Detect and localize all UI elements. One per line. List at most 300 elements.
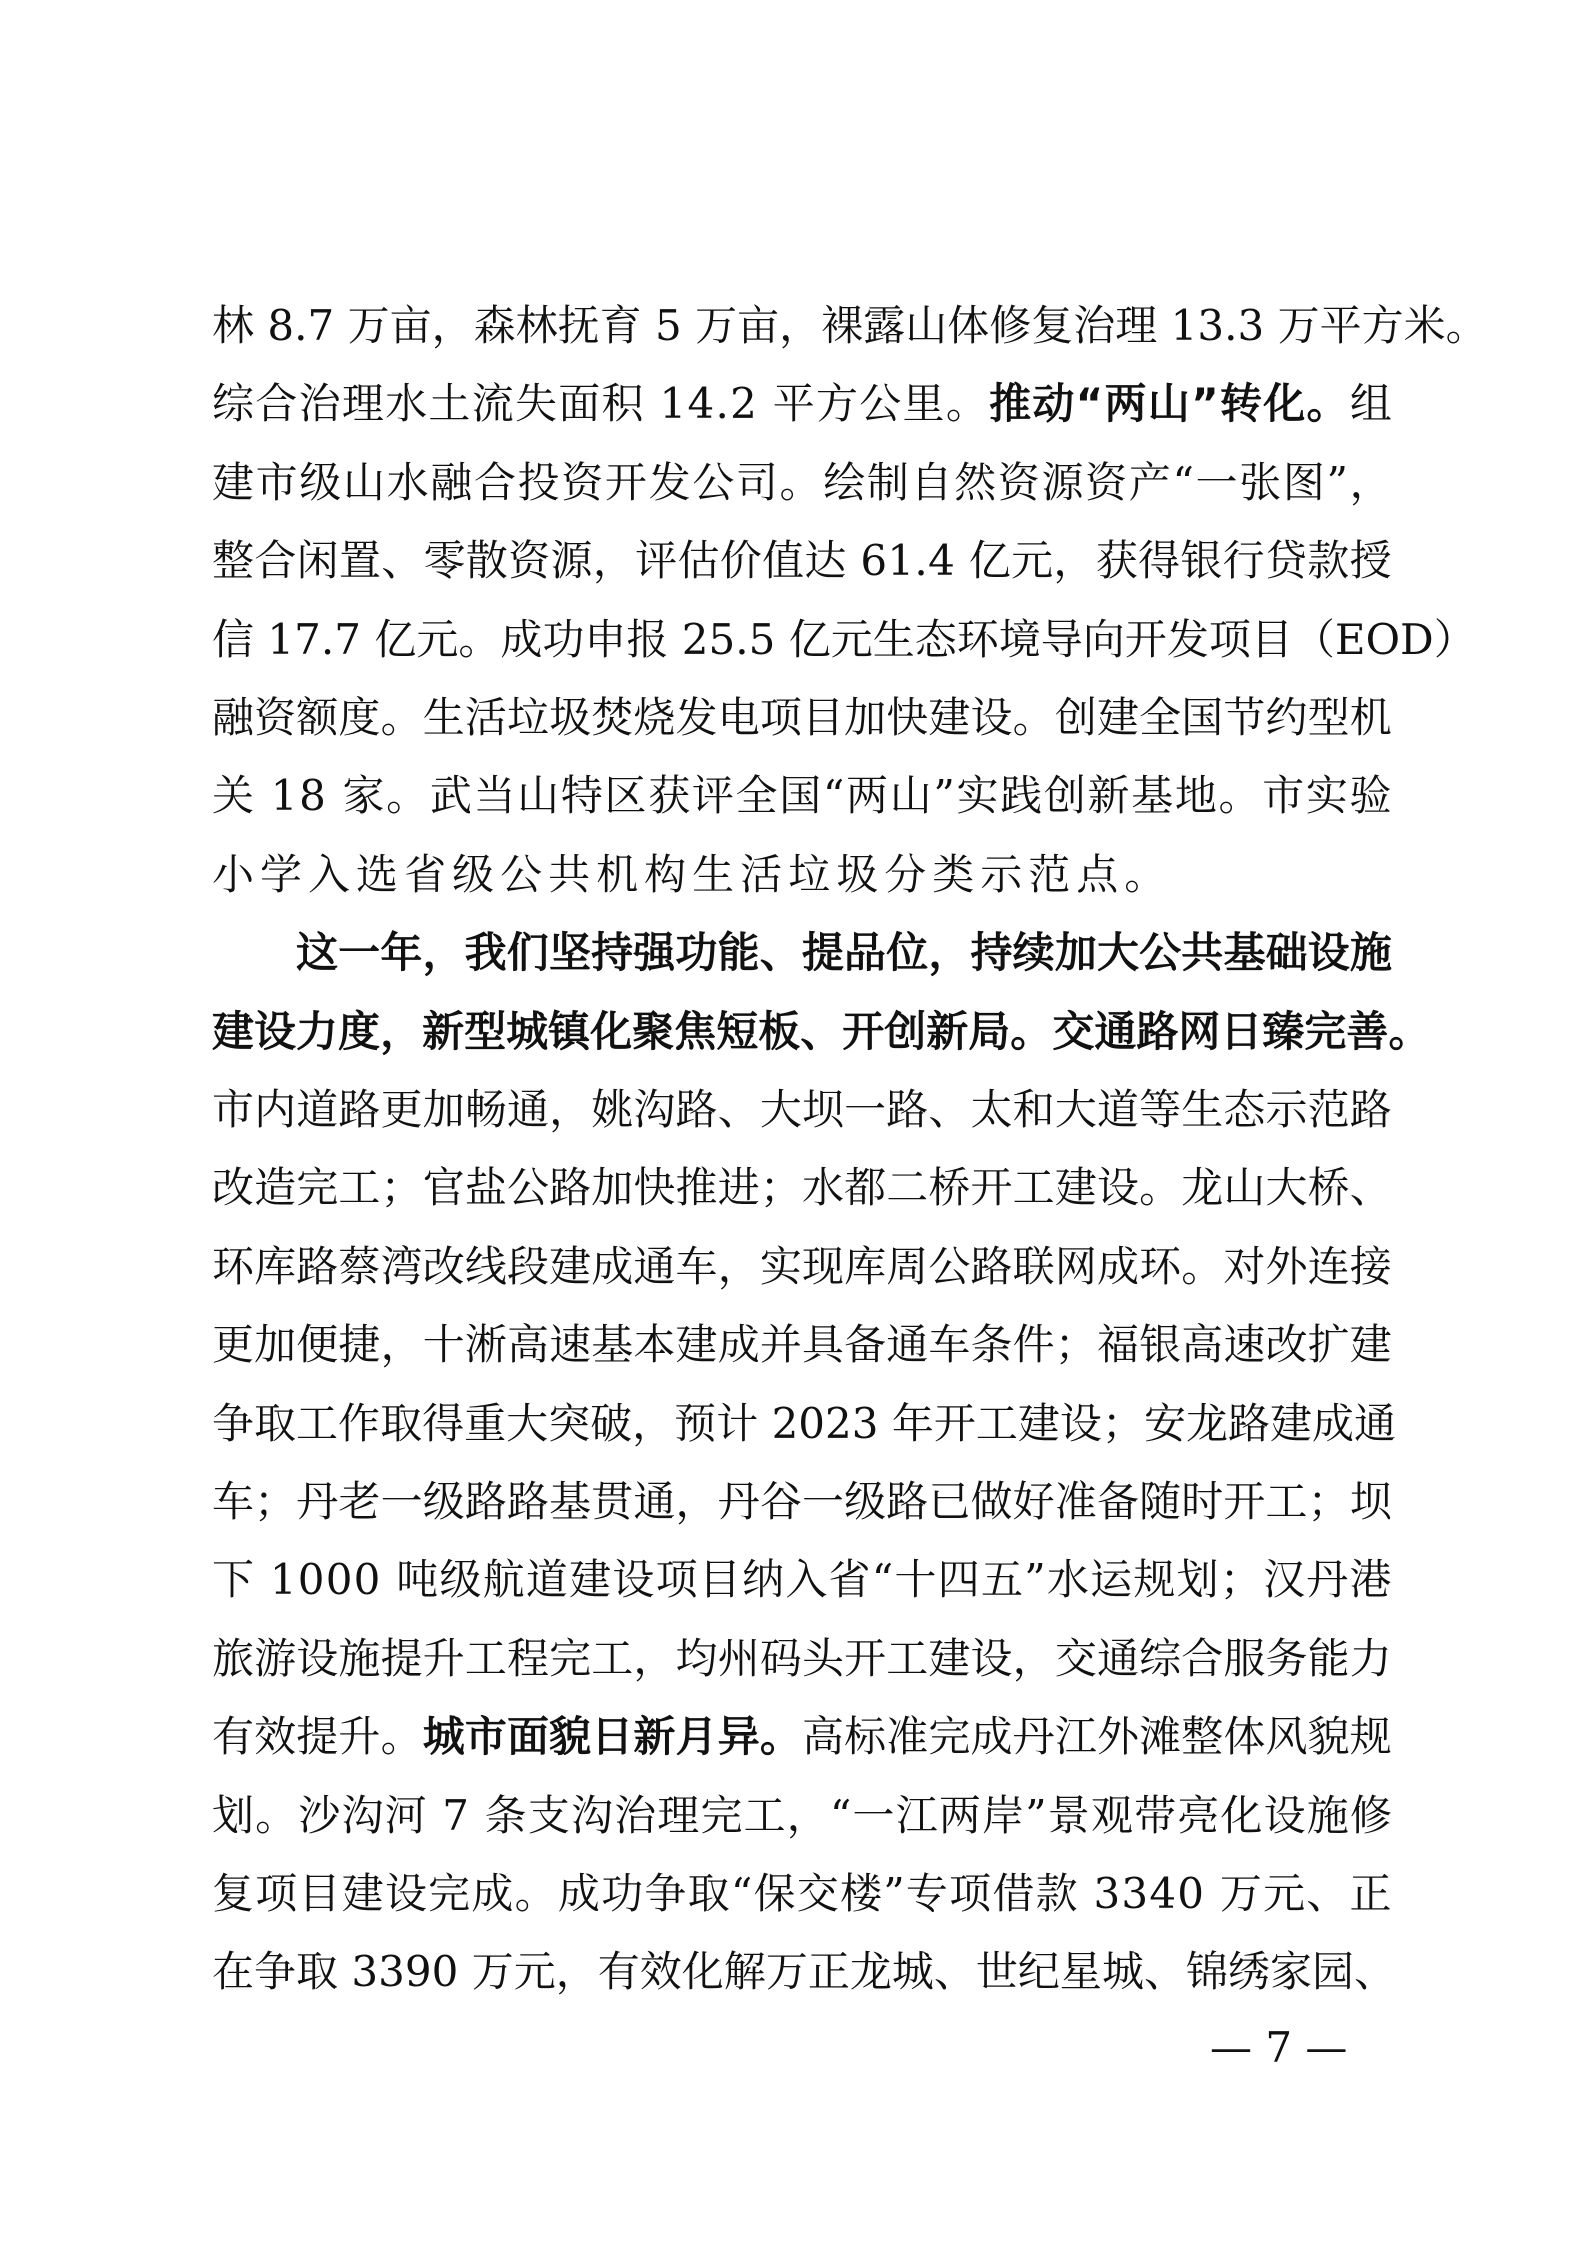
- text-line: [212, 1472, 1392, 1532]
- text-segment: 、: [933, 1947, 976, 1997]
- text-segment: 省: [404, 849, 453, 899]
- text-segment: 吨: [396, 1555, 439, 1605]
- text-segment: 0: [798, 1398, 826, 1448]
- text-segment: 特: [560, 771, 603, 821]
- text-segment: 基: [1131, 771, 1174, 821]
- text-segment: [361, 610, 374, 670]
- text-segment: 路: [1227, 1398, 1270, 1448]
- text-segment: [879, 1394, 892, 1454]
- text-segment: 8: [299, 771, 326, 821]
- text-segment: 绣: [1227, 1947, 1270, 1997]
- text-segment: .: [320, 614, 335, 664]
- text-segment: 设: [1096, 1163, 1139, 1213]
- text-segment: 。: [1012, 693, 1055, 742]
- text-segment: 取: [380, 1398, 423, 1448]
- text-segment: 款: [1035, 1869, 1078, 1918]
- text-segment: 路: [970, 1241, 1013, 1291]
- bold-text-segment: 持: [591, 928, 634, 978]
- text-segment: 成: [1096, 1241, 1139, 1291]
- text-segment: 规: [1349, 1712, 1392, 1762]
- text-segment: 达: [804, 536, 847, 586]
- text-segment: 江: [895, 1790, 938, 1840]
- text-segment: 建: [928, 1633, 971, 1683]
- text-segment: 山: [342, 457, 385, 507]
- text-segment: 成: [717, 1320, 760, 1370]
- text-segment: 正: [1349, 1869, 1392, 1918]
- text-segment: 合: [1181, 1633, 1224, 1683]
- text-segment: 外: [1265, 1241, 1308, 1291]
- bold-text-segment: 城: [422, 1712, 465, 1762]
- text-segment: 3: [851, 1398, 879, 1448]
- text-segment: 级: [844, 1477, 887, 1526]
- text-segment: 更: [380, 1085, 423, 1134]
- text-segment: 突: [548, 1398, 591, 1448]
- text-segment: 制: [866, 457, 909, 507]
- text-segment: 5: [655, 301, 682, 350]
- text-segment: 路: [549, 1163, 592, 1213]
- text-segment: 然: [954, 457, 997, 507]
- bold-text-segment: 。: [1388, 1006, 1431, 1056]
- text-segment: 一: [380, 1477, 423, 1526]
- text-segment: 高: [506, 1320, 549, 1370]
- text-segment: 、: [1306, 1869, 1349, 1918]
- text-segment: 头: [801, 1633, 844, 1683]
- text-segment: 市: [212, 1085, 255, 1134]
- text-segment: 速: [1223, 1320, 1266, 1370]
- text-segment: 成: [557, 1869, 600, 1918]
- text-segment: 旅: [212, 1633, 255, 1683]
- text-segment: 投: [517, 457, 560, 507]
- page-number: — 7 —: [1210, 2023, 1348, 2072]
- text-segment: 创: [1054, 693, 1097, 742]
- text-segment: ，: [779, 301, 822, 350]
- text-segment: 路: [675, 1085, 718, 1134]
- text-segment: 类: [932, 849, 981, 899]
- text-segment: 约: [1265, 693, 1308, 742]
- text-segment: 环: [956, 614, 999, 664]
- text-segment: 3: [1197, 301, 1225, 350]
- text-segment: 高: [1181, 1320, 1224, 1370]
- text-segment: 理: [341, 379, 384, 429]
- text-segment: 3: [378, 1947, 405, 1997]
- text-segment: 服: [1223, 1633, 1266, 1683]
- text-segment: 观: [1090, 1790, 1133, 1840]
- text-segment: 公: [928, 1241, 971, 1291]
- text-segment: 开: [604, 457, 647, 507]
- text-segment: 条: [484, 1790, 527, 1840]
- text-segment: 成: [1312, 1398, 1355, 1448]
- text-segment: 本: [633, 1320, 676, 1370]
- text-segment: 万: [1277, 301, 1320, 350]
- text-segment: 桥: [1307, 1163, 1350, 1213]
- text-segment: 产: [1128, 457, 1171, 507]
- text-segment: 争: [644, 1869, 687, 1918]
- text-segment: .: [1224, 301, 1238, 350]
- bold-text-segment: 板: [758, 1006, 801, 1056]
- text-segment: 路: [296, 1241, 339, 1291]
- text-segment: 复: [1031, 301, 1074, 350]
- text-segment: 施: [338, 1633, 381, 1683]
- text-segment: 重: [464, 1398, 507, 1448]
- bold-text-segment: 设: [1307, 928, 1350, 978]
- text-segment: 有: [212, 1712, 255, 1762]
- text-segment: 湾: [380, 1241, 423, 1291]
- bold-text-segment: 加: [1054, 928, 1097, 978]
- text-segment: 备: [844, 1320, 887, 1370]
- text-segment: 解: [723, 1947, 766, 1997]
- bold-text-segment: 。: [1306, 379, 1349, 429]
- text-segment: 示: [980, 849, 1029, 899]
- text-segment: [428, 1786, 441, 1846]
- text-segment: 建: [1054, 1163, 1097, 1213]
- text-segment: 方: [815, 379, 858, 429]
- text-segment: 活: [740, 849, 789, 899]
- text-segment: 0: [325, 1555, 353, 1605]
- text-segment: 交: [1054, 1633, 1097, 1683]
- text-segment: 态: [914, 614, 957, 664]
- text-segment: 报: [626, 614, 669, 664]
- text-segment: [955, 531, 968, 591]
- text-segment: 0: [353, 1555, 381, 1605]
- text-segment: 外: [1096, 1712, 1139, 1762]
- text-segment: ；: [1054, 1320, 1097, 1370]
- text-segment: 流: [471, 379, 514, 429]
- text-segment: 貌: [1307, 1712, 1350, 1762]
- text-segment: 取: [687, 1869, 730, 1918]
- bold-text-segment: 度: [338, 1006, 381, 1056]
- text-segment: 锦: [1185, 1947, 1228, 1997]
- text-segment: D: [1400, 614, 1434, 664]
- bold-text-segment: 动: [1032, 379, 1075, 429]
- text-segment: 完: [296, 1163, 339, 1213]
- text-line: [212, 610, 1476, 670]
- text-segment: 争: [254, 1947, 297, 1997]
- text-segment: [758, 1394, 771, 1454]
- text-segment: 电: [717, 693, 760, 742]
- text-segment: 路: [464, 1477, 507, 1526]
- text-segment: 划: [1176, 1555, 1219, 1605]
- text-segment: 全: [735, 771, 778, 821]
- bold-text-segment: 。: [759, 1712, 802, 1762]
- text-segment: ；: [380, 1163, 423, 1213]
- text-segment: 完: [700, 1790, 743, 1840]
- text-segment: 两: [938, 1790, 981, 1840]
- bold-text-segment: 型: [464, 1006, 507, 1056]
- text-segment: 0: [297, 1555, 325, 1605]
- text-segment: “: [829, 1790, 852, 1840]
- bold-text-segment: 持: [970, 928, 1013, 978]
- text-segment: ，: [786, 1790, 829, 1840]
- bold-text-segment: 局: [968, 1006, 1011, 1056]
- text-segment: 安: [1143, 1398, 1186, 1448]
- text-segment: 银: [1180, 536, 1223, 586]
- bold-text-segment: 焦: [674, 1006, 717, 1056]
- text-segment: 能: [1307, 1633, 1350, 1683]
- text-segment: 焚: [591, 693, 634, 742]
- text-segment: 。: [1445, 301, 1488, 350]
- text-segment: 林: [515, 301, 558, 350]
- text-segment: 里: [902, 379, 945, 429]
- text-segment: 水: [386, 457, 429, 507]
- text-segment: 资: [997, 457, 1040, 507]
- text-segment: 面: [558, 379, 601, 429]
- text-segment: 项: [759, 693, 802, 742]
- text-segment: 综: [1139, 1633, 1182, 1683]
- text-segment: 自: [910, 457, 953, 507]
- bold-text-segment: 公: [1139, 928, 1182, 978]
- text-segment: 小: [212, 849, 261, 899]
- text-segment: 整: [212, 536, 255, 586]
- text-segment: 完: [928, 1712, 971, 1762]
- text-segment: .: [294, 301, 308, 350]
- text-segment: 组: [1349, 379, 1392, 429]
- text-segment: 沟: [570, 1790, 613, 1840]
- text-segment: 实: [956, 771, 999, 821]
- text-segment: .: [914, 536, 928, 586]
- text-segment: 。: [1181, 1241, 1224, 1291]
- text-line: [212, 453, 1392, 513]
- text-segment: 亿: [788, 614, 831, 664]
- text-segment: 1: [270, 771, 298, 821]
- text-segment: 港: [1349, 1555, 1392, 1605]
- text-segment: 大: [506, 1398, 549, 1448]
- text-segment: 星: [1059, 1947, 1102, 1997]
- text-segment: 通: [1354, 1398, 1397, 1448]
- text-segment: 大: [759, 1085, 802, 1134]
- text-segment: 、: [1349, 1163, 1392, 1213]
- text-segment: 资: [254, 693, 297, 742]
- bold-text-segment: 这: [296, 928, 339, 978]
- text-segment: 高: [801, 1712, 844, 1762]
- bold-text-segment: 位: [886, 928, 929, 978]
- text-segment: 扩: [1307, 1320, 1350, 1370]
- bold-text-segment: 异: [717, 1712, 760, 1762]
- text-segment: 升: [422, 1633, 465, 1683]
- text-segment: 道: [296, 1085, 339, 1134]
- text-segment: 在: [212, 1947, 255, 1997]
- text-segment: “: [1172, 457, 1194, 507]
- bold-text-segment: 月: [675, 1712, 718, 1762]
- text-segment: [256, 766, 269, 826]
- text-segment: 条: [970, 1320, 1013, 1370]
- text-segment: 积: [601, 379, 644, 429]
- text-line: [212, 1080, 1392, 1140]
- text-segment: 基: [591, 1320, 634, 1370]
- text-segment: 全: [1139, 693, 1182, 742]
- text-segment: 建: [212, 457, 255, 507]
- text-segment: ，: [431, 301, 474, 350]
- text-segment: 件: [1012, 1320, 1055, 1370]
- text-segment: 源: [1041, 457, 1084, 507]
- bold-text-segment: 续: [1012, 928, 1055, 978]
- text-segment: 标: [844, 1712, 887, 1762]
- text-segment: 丹: [1306, 1555, 1349, 1605]
- text-segment: 获: [648, 771, 691, 821]
- text-segment: 江: [1054, 1712, 1097, 1762]
- text-segment: 。: [1218, 771, 1261, 821]
- text-segment: 国: [779, 771, 822, 821]
- text-segment: 改: [212, 1163, 255, 1213]
- text-segment: 7: [442, 1790, 470, 1840]
- text-segment: 选: [356, 849, 405, 899]
- text-segment: 车: [675, 1241, 718, 1291]
- text-segment: 十: [422, 1320, 465, 1370]
- text-segment: 项: [1208, 614, 1251, 664]
- bold-text-segment: 化: [590, 1006, 633, 1056]
- text-segment: 发: [648, 457, 691, 507]
- text-segment: 资: [1085, 457, 1128, 507]
- text-segment: 化: [1220, 1790, 1263, 1840]
- text-segment: 做: [970, 1477, 1013, 1526]
- text-segment: 库: [844, 1241, 887, 1291]
- text-segment: ；: [759, 1163, 802, 1213]
- text-segment: ；: [1219, 1555, 1262, 1605]
- bold-text-segment: 坚: [548, 928, 591, 978]
- text-segment: 区: [604, 771, 647, 821]
- text-segment: 建: [928, 693, 971, 742]
- text-segment: 官: [422, 1163, 465, 1213]
- text-segment: 航: [482, 1555, 525, 1605]
- bold-text-segment: 力: [296, 1006, 339, 1056]
- text-segment: 山: [905, 301, 948, 350]
- text-segment: 价: [719, 536, 762, 586]
- text-segment: 保: [753, 1869, 796, 1918]
- text-segment: 当: [473, 771, 516, 821]
- text-segment: 元: [830, 614, 873, 664]
- bold-text-segment: 设: [254, 1006, 297, 1056]
- text-segment: 得: [422, 1398, 465, 1448]
- text-segment: 垃: [506, 693, 549, 742]
- text-segment: 建: [675, 1320, 718, 1370]
- text-segment: “: [822, 771, 845, 821]
- text-segment: 一: [852, 1790, 895, 1840]
- text-segment: 亿: [968, 536, 1011, 586]
- text-segment: 下: [212, 1555, 255, 1605]
- text-segment: 汉: [1263, 1555, 1306, 1605]
- text-segment: 估: [677, 536, 720, 586]
- bold-text-segment: 提: [801, 928, 844, 978]
- bold-text-segment: 完: [1304, 1006, 1347, 1056]
- text-segment: 水: [1046, 1555, 1089, 1605]
- text-segment: ；: [254, 1477, 297, 1526]
- text-segment: 万: [471, 1947, 514, 1997]
- bold-text-segment: 山: [1147, 379, 1190, 429]
- text-segment: [642, 296, 655, 356]
- text-segment: 专: [905, 1869, 948, 1918]
- text-segment: 工: [886, 1633, 929, 1683]
- text-segment: 机: [596, 849, 645, 899]
- text-segment: 融: [430, 457, 473, 507]
- text-segment: 治: [1073, 301, 1116, 350]
- text-segment: 工: [338, 1163, 381, 1213]
- bold-text-segment: 。: [1010, 1006, 1053, 1056]
- text-segment: 型: [1307, 693, 1350, 742]
- text-segment: 亩: [737, 301, 780, 350]
- text-segment: 程: [506, 1633, 549, 1683]
- text-segment: 沙: [298, 1790, 341, 1840]
- text-segment: 林: [212, 301, 255, 350]
- text-segment: 8: [267, 301, 295, 350]
- text-segment: 州: [717, 1633, 760, 1683]
- text-segment: 。: [514, 1869, 557, 1918]
- text-segment: 设: [384, 1869, 427, 1918]
- text-segment: 张: [1239, 457, 1282, 507]
- text-segment: 抚: [557, 301, 600, 350]
- text-segment: 市: [1262, 771, 1305, 821]
- text-segment: 现: [801, 1241, 844, 1291]
- text-segment: 快: [886, 693, 929, 742]
- text-segment: 节: [1223, 693, 1266, 742]
- text-segment: 通: [633, 1241, 676, 1291]
- bold-text-segment: ”: [1191, 379, 1219, 429]
- text-segment: 龙: [849, 1947, 892, 1997]
- bold-text-segment: 共: [1181, 928, 1224, 978]
- text-segment: 信: [212, 614, 255, 664]
- text-segment: ，: [1012, 1633, 1055, 1683]
- text-segment: 关: [212, 771, 255, 821]
- text-segment: 3: [351, 1947, 379, 1997]
- text-segment: 道: [1096, 1085, 1139, 1134]
- text-segment: [327, 766, 340, 826]
- bold-text-segment: 开: [842, 1006, 885, 1056]
- text-segment: 通: [1096, 1633, 1139, 1683]
- text-segment: “: [730, 1869, 753, 1918]
- text-segment: 工: [1012, 1163, 1055, 1213]
- text-segment: 生: [872, 614, 915, 664]
- bold-text-segment: 年: [380, 928, 423, 978]
- text-segment: [470, 1786, 483, 1846]
- text-segment: 治: [298, 379, 341, 429]
- text-segment: 裸: [821, 301, 864, 350]
- text-segment: 2: [825, 1398, 852, 1448]
- text-segment: 蔡: [338, 1241, 381, 1291]
- text-segment: ；: [1307, 1477, 1350, 1526]
- text-segment: 路: [338, 1085, 381, 1134]
- text-segment: 快: [633, 1163, 676, 1213]
- text-segment: 大: [1054, 1085, 1097, 1134]
- text-segment: 效: [254, 1712, 297, 1762]
- text-segment: 验: [1349, 771, 1392, 821]
- text-segment: 、: [1143, 1947, 1186, 1997]
- text-segment: 效: [639, 1947, 682, 1997]
- text-segment: 楼: [839, 1869, 882, 1918]
- text-segment: 划: [212, 1790, 255, 1840]
- text-segment: 1: [267, 614, 295, 664]
- text-segment: 向: [1082, 614, 1125, 664]
- text-segment: 合: [254, 536, 297, 586]
- text-segment: 。: [458, 614, 501, 664]
- text-segment: 行: [1222, 536, 1265, 586]
- text-segment: 借: [992, 1869, 1035, 1918]
- bold-text-segment: 面: [506, 1712, 549, 1762]
- text-line: [212, 1315, 1392, 1375]
- text-segment: 圾: [549, 693, 592, 742]
- text-segment: 、: [717, 1085, 760, 1134]
- text-segment: 发: [675, 693, 718, 742]
- text-segment: 方: [1361, 301, 1404, 350]
- text-segment: 米: [1403, 301, 1446, 350]
- text-segment: 示: [1265, 1085, 1308, 1134]
- text-segment: 路: [886, 1477, 929, 1526]
- text-segment: 龙: [1185, 1398, 1228, 1448]
- text-segment: 更: [212, 1320, 255, 1370]
- text-segment: 生: [422, 693, 465, 742]
- text-line: [212, 1237, 1392, 1297]
- bold-text-segment: 日: [591, 1712, 634, 1762]
- text-segment: 计: [716, 1398, 759, 1448]
- text-segment: 公: [506, 1163, 549, 1213]
- text-segment: 6: [860, 536, 888, 586]
